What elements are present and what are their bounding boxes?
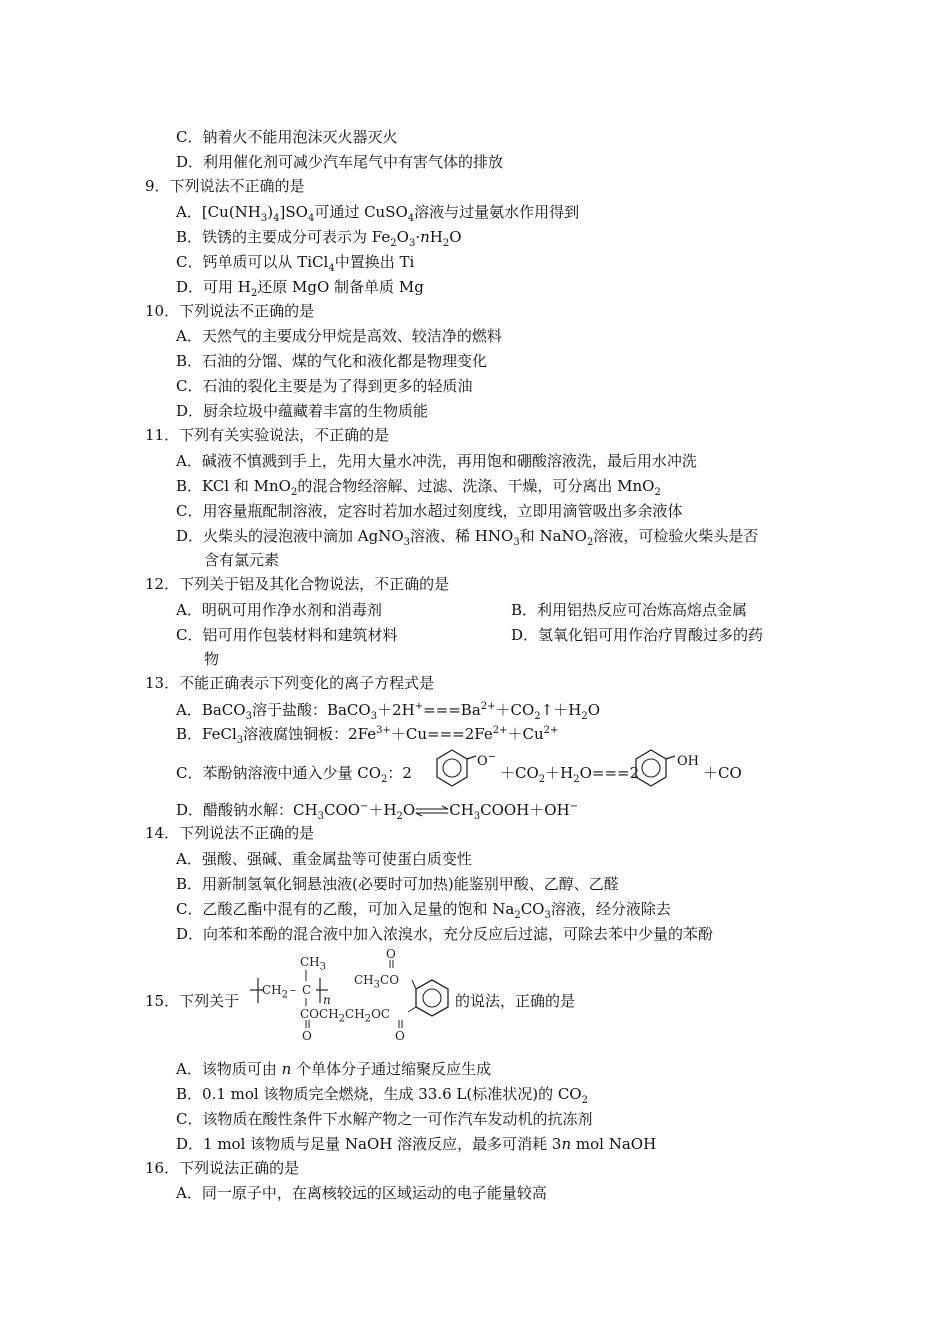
q12-option-d: D．氢氧化铝可用作治疗胃酸过多的药 xyxy=(511,626,764,644)
q11-stem: 11．下列有关实验说法，不正确的是 xyxy=(145,426,390,444)
q15-o-bottom-left: O xyxy=(302,1029,312,1043)
q15-chain-ch2: $CH_2$ xyxy=(262,983,289,1001)
equilibrium-arrow-icon xyxy=(415,805,449,817)
q13-option-a: A．BaCO$_3$溶于盐酸：$BaCO_3+2H^+===Ba^{2+}+CO_2↑+H_2O$ xyxy=(176,701,601,722)
q15-option-a: A．该物质可由 n 个单体分子通过缩聚反应生成 xyxy=(176,1060,492,1078)
q11-option-a: A．碱液不慎溅到手上，先用大量水冲洗，再用饱和硼酸溶液洗，最后用水冲洗 xyxy=(176,452,697,470)
q13-option-c-prefix: C．苯酚钠溶液中通入少量 $CO_2$：2 xyxy=(176,764,412,785)
phenol-ring-icon xyxy=(633,748,669,788)
q10-option-a: A．天然气的主要成分甲烷是高效、较洁净的燃料 xyxy=(176,327,502,345)
q15-stem-suffix: 的说法，正确的是 xyxy=(455,992,576,1010)
q10-option-c: C．石油的裂化主要是为了得到更多的轻质油 xyxy=(176,377,473,395)
q15-o-bottom-right: O xyxy=(395,1029,405,1043)
q13-option-c-phenol-oh: OH xyxy=(677,754,699,769)
q13-option-d: D．醋酸钠水解：$CH_3COO^-+H_2O$ $CH_3COOH+OH^-$ xyxy=(176,801,579,822)
q9-option-d: D．可用 $H_2$还原 MgO 制备单质 Mg xyxy=(176,278,424,299)
q11-option-c: C．用容量瓶配制溶液，定容时若加水超过刻度线，立即用滴管吸出多余液体 xyxy=(176,502,683,520)
q13-option-c-middle: $+CO_2+H_2O===2$ xyxy=(500,764,640,785)
q15-chain-c: C xyxy=(302,983,312,997)
q10-option-b: B．石油的分馏、煤的气化和液化都是物理变化 xyxy=(176,352,488,370)
q11-option-d-continued: 含有氯元素 xyxy=(204,551,280,569)
q11-option-b: B．KCl 和 MnO$_2$的混合物经溶解、过滤、洗涤、干燥，可分离出 MnO$_2$ xyxy=(176,477,661,498)
q10-option-d: D．厨余垃圾中蕴藏着丰富的生物质能 xyxy=(176,402,429,420)
q15-chain-dash: – xyxy=(290,983,296,997)
q13-option-c-phenolate-o: O− xyxy=(477,751,497,769)
q15-ester-chain: $COCH_2CH_2OC$ xyxy=(300,1007,391,1025)
q14-option-a: A．强酸、强碱、重金属盐等可使蛋白质变性 xyxy=(176,850,472,868)
q12-option-d-continued: 物 xyxy=(204,650,220,668)
q12-option-b: B．利用铝热反应可冶炼高熔点金属 xyxy=(511,601,748,619)
q15-chain-n: n xyxy=(323,993,331,1007)
q8-option-d: D．利用催化剂可减少汽车尾气中有害气体的排放 xyxy=(176,153,504,171)
q9-stem: 9．下列说法不正确的是 xyxy=(145,177,305,195)
q13-option-b: B．FeCl$_3$溶液腐蚀铜板：$2Fe^{3+}+Cu===2Fe^{2+}+Cu^{2+}$ xyxy=(176,725,559,746)
q12-option-c: C．铝可用作包装材料和建筑材料 xyxy=(176,626,398,644)
q9-option-b: B．铁锈的主要成分可表示为 $Fe_2O_3\cdot nH_2O$ xyxy=(176,228,462,249)
q11-option-d: D．火柴头的浸泡液中滴加 AgNO$_3$溶液、稀 $HNO_3$和 NaNO$_2$溶液，可检验火柴头是否 xyxy=(176,527,759,548)
q8-option-c: C．钠着火不能用泡沫灭火器灭火 xyxy=(176,128,398,146)
q15-option-d: D．1 mol 该物质与足量 NaOH 溶液反应，最多可消耗 3n mol NaOH xyxy=(176,1135,657,1153)
q12-option-a: A．明矾可用作净水剂和消毒剂 xyxy=(176,601,382,619)
q15-o-top: O xyxy=(386,947,396,961)
q10-stem: 10．下列说法不正确的是 xyxy=(145,302,315,320)
q15-option-b: B．0.1 mol 该物质完全燃烧，生成 33.6 L(标准状况)的 $CO_2$ xyxy=(176,1085,588,1106)
q15-polymer-structure xyxy=(250,948,460,1048)
q9-option-c: C．钙单质可以从 TiCl$_4$中置换出 Ti xyxy=(176,253,415,274)
q9-option-a: A．$[Cu(NH_3)_4]SO_4$可通过 CuSO$_4$溶液与过量氨水作用得到 xyxy=(176,203,580,224)
q15-acetyl: $CH_3CO$ xyxy=(354,973,400,991)
q14-option-b: B．用新制氢氧化铜悬浊液(必要时可加热)能鉴别甲酸、乙醇、乙醛 xyxy=(176,875,619,893)
q12-stem: 12．下列关于铝及其化合物说法，不正确的是 xyxy=(145,575,450,593)
q15-option-c: C．该物质在酸性条件下水解产物之一可作汽车发动机的抗冻剂 xyxy=(176,1110,593,1128)
q13-option-c-suffix: ＋CO xyxy=(703,764,742,782)
q15-ch3-top: $CH_3$ xyxy=(300,955,327,973)
phenolate-ring-icon xyxy=(434,748,470,788)
q14-option-d: D．向苯和苯酚的混合液中加入浓溴水，充分反应后过滤，可除去苯中少量的苯酚 xyxy=(176,925,714,943)
q14-stem: 14．下列说法不正确的是 xyxy=(145,824,315,842)
q16-option-a: A．同一原子中，在离核较远的区域运动的电子能量较高 xyxy=(176,1184,547,1202)
q15-stem-prefix: 15．下列关于 xyxy=(145,992,240,1010)
q16-stem: 16．下列说法正确的是 xyxy=(145,1159,300,1177)
q13-stem: 13．不能正确表示下列变化的离子方程式是 xyxy=(145,674,435,692)
q14-option-c: C．乙酸乙酯中混有的乙酸，可加入足量的饱和 $Na_2CO_3$溶液，经分液除去 xyxy=(176,900,671,921)
